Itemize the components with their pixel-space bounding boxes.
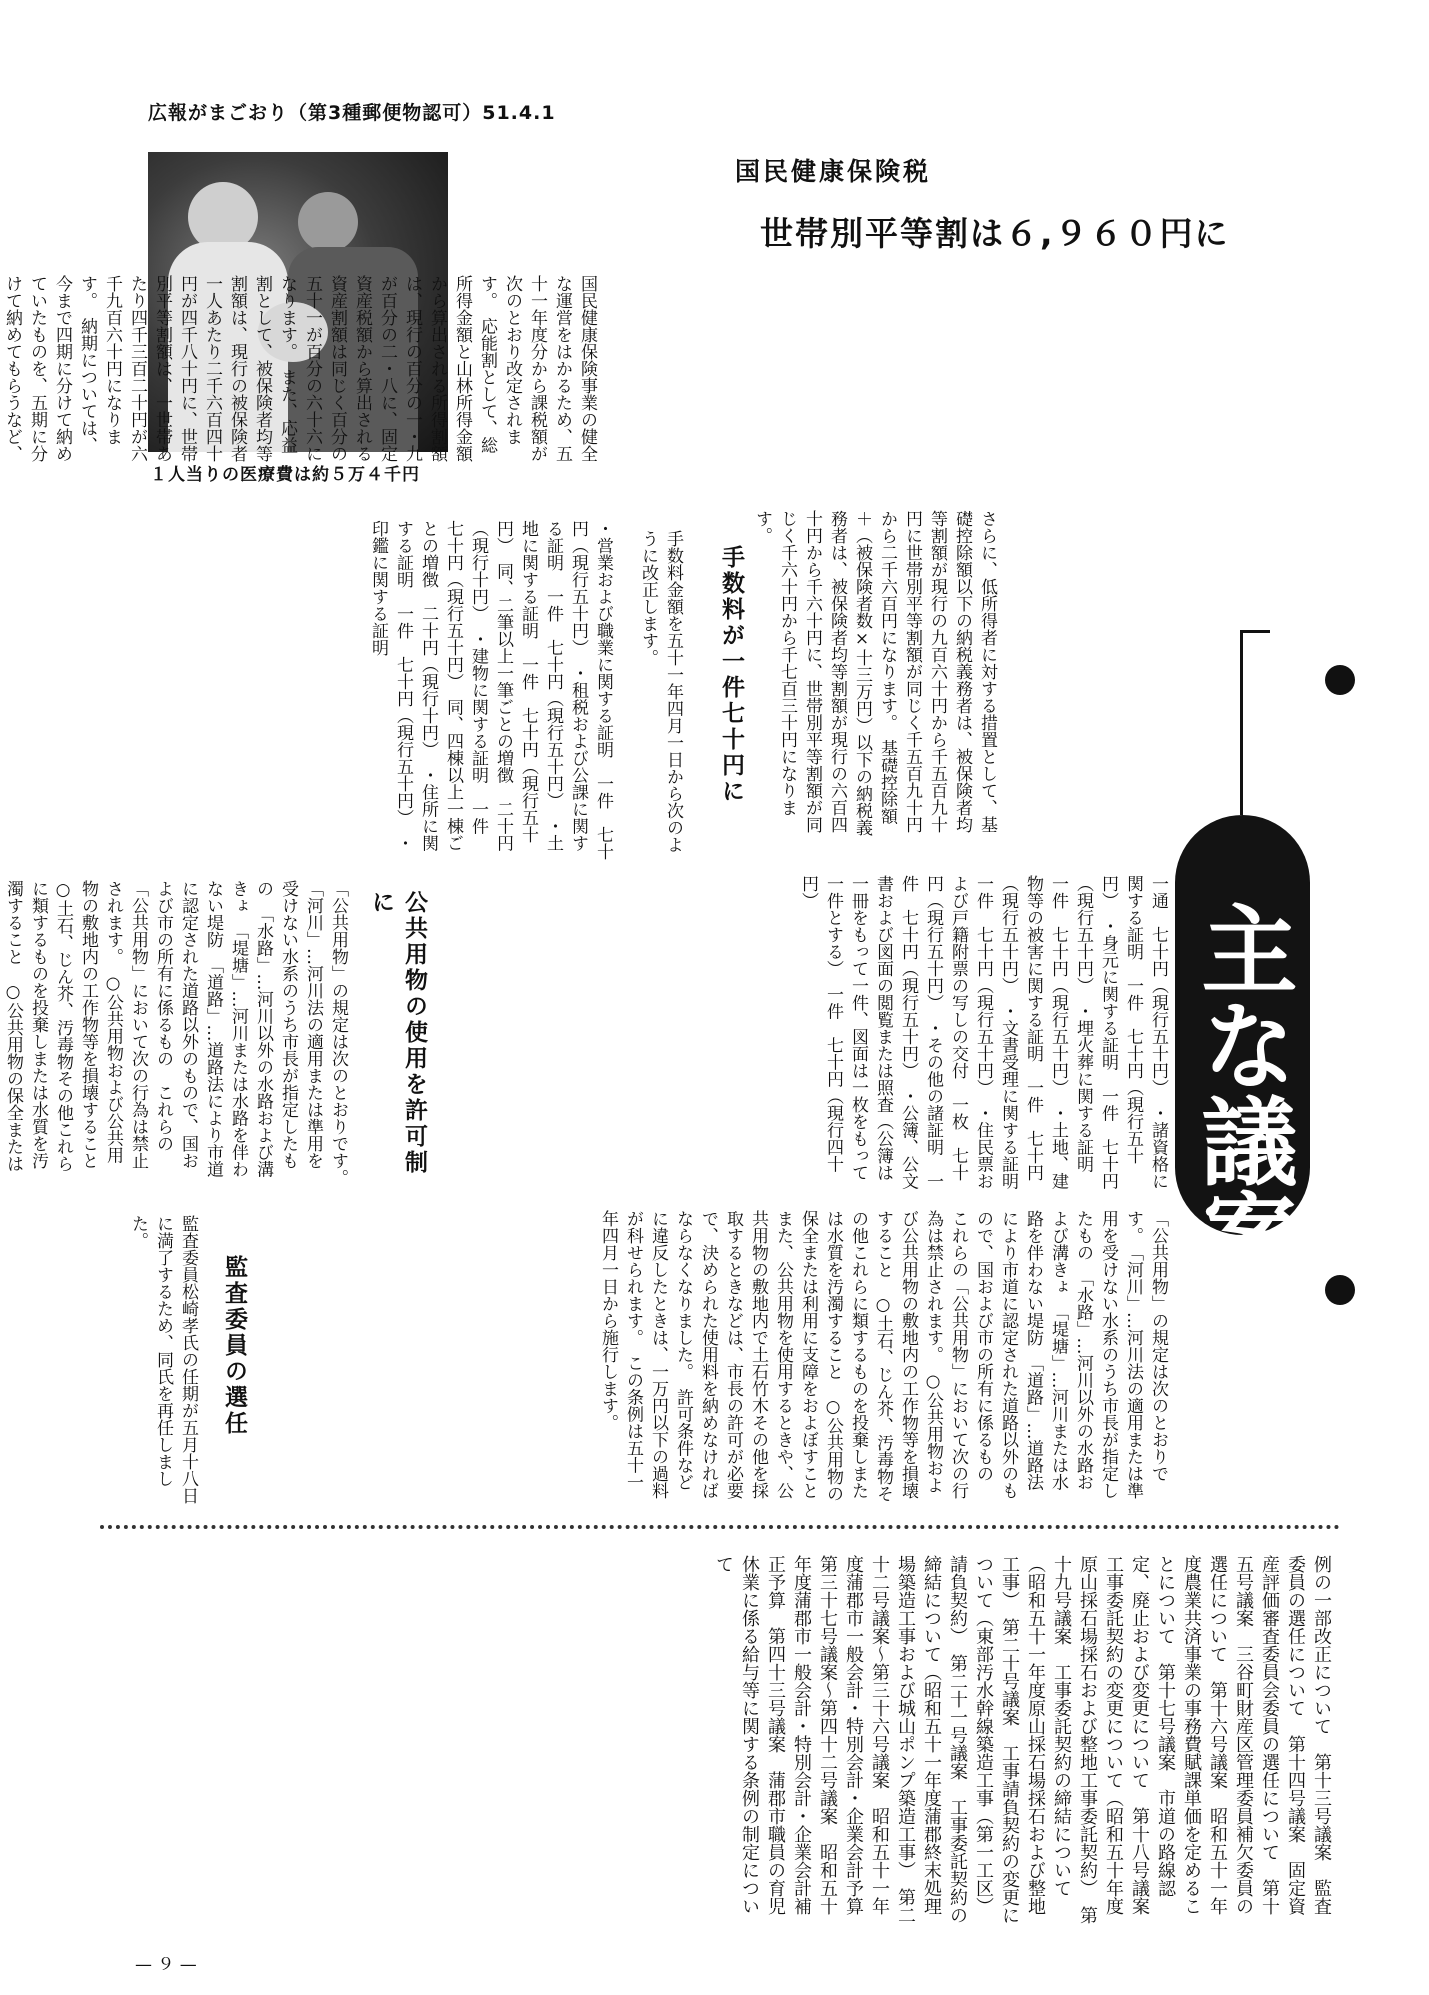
bills-list: 例の一部改正について 第十三号議案 監査委員の選任について 第十四号議案 固定資産評価審査委員会委員の選任について 第十五号議案 三谷町財産区管理委員補欠委員の選任について 第十六号議案 昭和五十一年度農業共済事業の事務費賦課単価を定めることについて 第十七号議案 市道の路線認定、廃止および変更について 第十八号議案 工事委託契約の変更について（昭和五十年度原山採石場採石および整地工事委託契約） 第十九号議案 工事委託契約の締結について（昭和五十一年度原山採石場採石および整地工事） 第二十号議案 工事請負契約の変更について（東部汚水幹線築造工事（第一工区）請負契約） 第二十一号議案 工事委託契約の締結について（昭和五十一年度蒲郡終末処理場築造工事および城山ポンプ築造工事） 第二十二号議案～第三十六号議案 昭和五十一年度蒲郡市一般会計・特別会計・企業会計予算 第三十七号議案～第四十二号議案 昭和五十年度蒲郡市一般会計・特別会計・企業会計補正予算 第四十三号議案 蒲郡市職員の育児休業に係る給与等に関する条例の制定について xyxy=(713,1555,1332,1933)
fees-list-2: 一通 七十円（現行五十円） ・諸資格に関する証明 一件 七十円（現行五十円） ・身元に関する証明 一件 七十円（現行五十円） ・埋火葬に関する証明 一件 七十円（現行五十円） ・土地、建物等の被害に関する証明 一件 七十円（現行五十円） ・文書受理に関する証明 一件 七十円（現行五十円） ・住民票および戸籍附票の写しの交付 一枚 七十円（現行五十円） ・その他の諸証明 一件 七十円（現行五十円） ・公簿、公文書および図面の閲覧または照査（公簿は一冊をもって一件、図面は一枚をもって一件とする） 一件 七十円（現行四十円） xyxy=(798,875,1168,1207)
page-number: — ９ — xyxy=(135,1955,197,1975)
divider-line-top xyxy=(1240,630,1270,633)
article-tax-body-2: さらに、低所得者に対する措置として、基礎控除額以下の納税義務者は、被保険者均等割額が現行の九百六十円から千五百九十円に世帯別平等割額が同じく千五百九十円から二千六百円になります。 基礎控除額＋（被保険者数×十三万円）以下の納税義務者は、被保険者均等割額が現行の六百四十円から千六十円に、世帯別平等割額が同じく千六十円から千七百三十円になります。 xyxy=(752,510,997,836)
section-separator xyxy=(100,1525,1340,1529)
article-headline-household: 世帯別平等割は６,９６０円に xyxy=(760,214,1230,253)
bullet-dot-bottom xyxy=(1325,1275,1355,1305)
public-use-defs: 「公共用物」の規定は次のとおりです。 「河川」…河川法の適用または準用を受けない水系のうち市長が指定したもの 「水路」…河川以外の水路および溝きょ 「堤塘」…河川または水路を伴わない堤防 「道路」…道路法により市道に認定された道路以外のもので、国および市の所有に係るもの これらの「公共用物」において次の行為は禁止されます。 ○公共用物および公共用物の敷地内の工作物等を損壊すること ○土石、じん芥、汚毒物その他これらに類するものを投棄しまたは水質を汚濁すること ○公共用物の保全または xyxy=(3,880,348,1178)
article-tax-body: 国民健康保険事業の健全な運営をはかるため、五十一年度分から課税額が次のとおり改定されます。 応能割として、総所得金額と山林所得金額から算出される所得割額は、現行の百分の一・九が百分の二・八に、固定資産税額から算出される資産割額は同じく百分の五十一が百分の六十六になります。 また、応益割として、被保険者均等割額は、現行の被保険者一人あたり二千六百四十円が四千八十円に、世帯別平等割額は、一世帯あたり四千三百二十円が六千九百六十円になります。 納期については、今まで四期に分けて納めていたものを、五期に分けて納めてもらうなど、 xyxy=(2,275,597,462)
public-use-body: 「公共用物」の規定は次のとおりです。 「河川」…河川法の適用または準用を受けない水系のうち市長が指定したもの 「水路」…河川以外の水路および溝きょ 「堤塘」…河川または水路を伴わない堤防 「道路」…道路法により市道に認定された道路以外のもので、国および市の所有に係るもの これらの「公共用物」において次の行為は禁止されます。 ○公共用物および公共用物の敷地内の工作物等を損壊すること ○土石、じん芥、汚毒物その他これらに類するものを投棄しまたは水質を汚濁すること ○公共用物の保全または利用に支障をおよぼすこと また、公共用物を使用するときや、公共用物の敷地内で土石竹木その他を採取するときなどは、市長の許可が必要で、決められた使用料を納めなければならなくなりました。 許可条件などに違反したときは、一万円以下の過料が科せられます。 この条例は五十一年四月一日から施行します。 xyxy=(598,1210,1168,1516)
photo-caption: １人当りの医療費は約５万４千円 xyxy=(150,465,420,485)
audit-heading: 監査委員の選任 xyxy=(221,1255,247,1437)
public-use-heading: 公共用物の使用を許可制に xyxy=(368,890,427,1176)
bullet-dot-top xyxy=(1325,665,1355,695)
fees-list-1: ・営業および職業に関する証明 一件 七十円（現行五十円） ・租税および公課に関する証明 一件 七十円（現行五十円） ・土地に関する証明 一件 七十円（現行五十円） 同、二筆以上一筆ごとの増徴 二十円（現行十円） ・建物に関する証明 一件 七十円（現行五十円） 同、四棟以上一棟ごとの増徴 二十円（現行十円） ・住所に関する証明 一件 七十円（現行五十円） ・印鑑に関する証明 xyxy=(368,520,613,860)
main-bills-title: 主な議案 xyxy=(1186,900,1298,1284)
article-heading-tax: 国民健康保険税 xyxy=(735,157,932,186)
audit-body: 監査委員松崎孝氏の任期が五月十八日に満了するため、同氏を再任しました。 xyxy=(128,1215,198,1504)
divider-line-vertical xyxy=(1240,630,1243,815)
fees-intro: 手数料金額を五十一年四月一日から次のように改正します。 xyxy=(638,530,683,853)
page-header: 広報がまごおり（第3種郵便物認可）51.4.1 xyxy=(148,102,556,124)
fees-heading: 手数料が一件七十円に xyxy=(718,545,744,805)
